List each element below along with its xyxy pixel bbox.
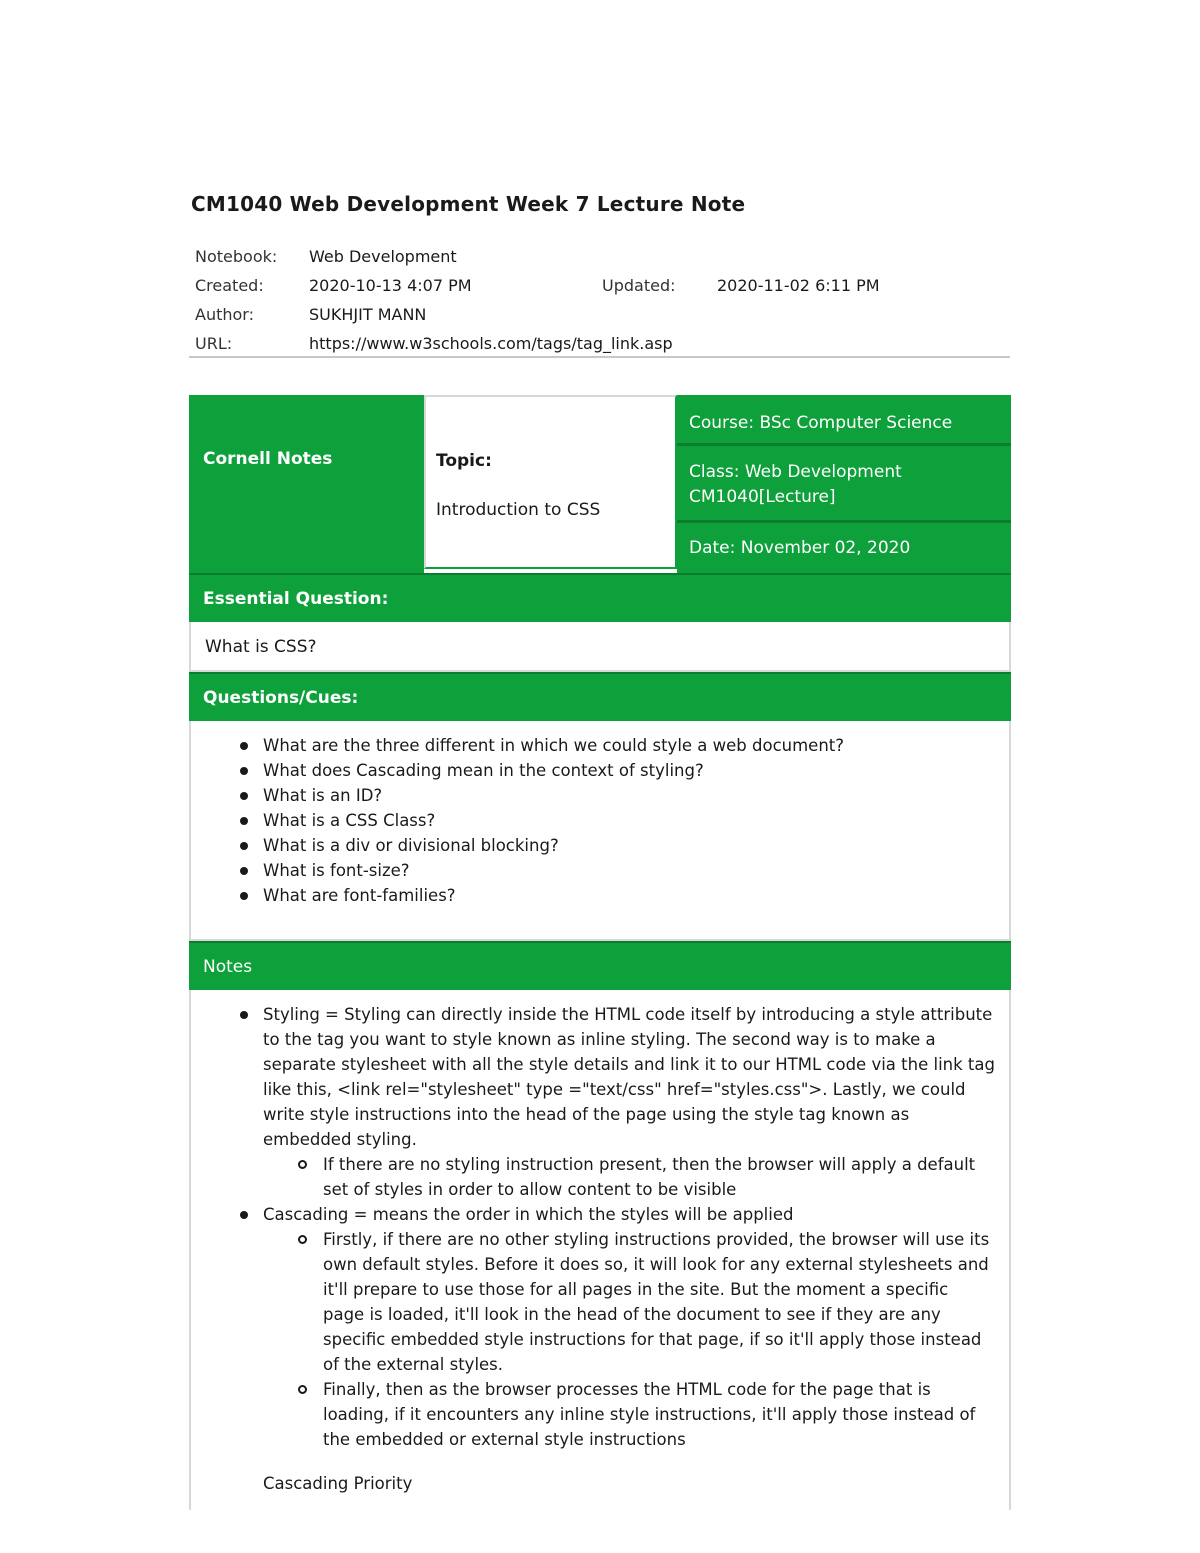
topic-label: Topic: <box>436 451 492 471</box>
sub-list-item: If there are no styling instruction present, then the browser will apply a default set of styles in order to allow content to be visible <box>263 1152 997 1202</box>
url-label: URL: <box>195 334 233 353</box>
list-item: What is a div or divisional blocking? <box>191 833 1009 858</box>
updated-label: Updated: <box>602 276 676 295</box>
list-item: What is a CSS Class? <box>191 808 1009 833</box>
cornell-notes-cell <box>189 395 424 573</box>
note-styling: Styling = Styling can directly inside the HTML code itself by introducing a style attribute to the tag you want to style known as inline styling. The second way is to make a separate stylesheet with all the style details and link it to our HTML code via the link tag like this, <link rel="stylesheet" type ="text/css" href="styles.css">. Lastly, we could write style instructions into the head of the page using the style tag known as embedded styling. <box>263 1005 995 1149</box>
page-title: CM1040 Web Development Week 7 Lecture Note <box>191 192 746 216</box>
notes-body <box>189 990 1011 1510</box>
note-metadata <box>195 242 1010 358</box>
topic-value: Introduction to CSS <box>436 500 601 520</box>
course-cell: Course: BSc Computer Science <box>677 395 1011 446</box>
essential-question-text: What is CSS? <box>189 622 1011 672</box>
cornell-notes-label: Cornell Notes <box>203 449 333 469</box>
list-item <box>191 1002 1009 1202</box>
course-info <box>677 395 1011 573</box>
topic-cell <box>424 395 677 569</box>
questions-cues-body <box>189 721 1011 941</box>
notebook-value: Web Development <box>309 247 457 266</box>
url-link[interactable]: https://www.w3schools.com/tags/tag_link.asp <box>309 334 673 353</box>
sub-list-item: Firstly, if there are no other styling instructions provided, the browser will use its own default styles. Before it does so, it will look for any external stylesheets and it'll prepare to use those for all pages in the site. But the moment a specific page is loaded, it'll look in the head of the document to see if they are any specific embedded style instructions for that page, if so it'll apply those instead of the external styles. <box>263 1227 997 1377</box>
created-label: Created: <box>195 276 264 295</box>
cornell-notes-table <box>189 395 1011 1510</box>
notes-list <box>191 1002 1009 1452</box>
notebook-label: Notebook: <box>195 247 278 266</box>
cascading-priority-heading: Cascading Priority <box>263 1474 413 1493</box>
sub-list-item: Finally, then as the browser processes the HTML code for the page that is loading, if it encounters any inline style instructions, it'll apply those instead of the embedded or external style instructions <box>263 1377 997 1452</box>
author-value: SUKHJIT MANN <box>309 305 427 324</box>
meta-row-notebook <box>195 242 1010 271</box>
sub-list <box>263 1152 997 1202</box>
note-cascading: Cascading = means the order in which the styles will be applied <box>263 1205 794 1224</box>
questions-cues-heading: Questions/Cues: <box>189 672 1011 721</box>
list-item: What are font-families? <box>191 883 1009 908</box>
created-value: 2020-10-13 4:07 PM <box>309 276 472 295</box>
meta-row-created <box>195 271 1010 300</box>
cornell-header <box>189 395 1011 573</box>
list-item: What are the three different in which we could style a web document? <box>191 733 1009 758</box>
sub-list <box>263 1227 997 1452</box>
meta-row-url <box>195 329 1010 358</box>
essential-question-heading: Essential Question: <box>189 573 1011 622</box>
updated-value: 2020-11-02 6:11 PM <box>717 276 880 295</box>
list-item: What is font-size? <box>191 858 1009 883</box>
list-item: What is an ID? <box>191 783 1009 808</box>
class-cell: Class: Web Development CM1040[Lecture] <box>677 446 1011 523</box>
meta-row-author <box>195 300 1010 329</box>
date-cell: Date: November 02, 2020 <box>677 523 1011 573</box>
cues-list <box>191 733 1009 908</box>
notes-heading: Notes <box>189 941 1011 990</box>
author-label: Author: <box>195 305 254 324</box>
metadata-divider <box>189 356 1010 358</box>
list-item: What does Cascading mean in the context of styling? <box>191 758 1009 783</box>
list-item <box>191 1202 1009 1452</box>
